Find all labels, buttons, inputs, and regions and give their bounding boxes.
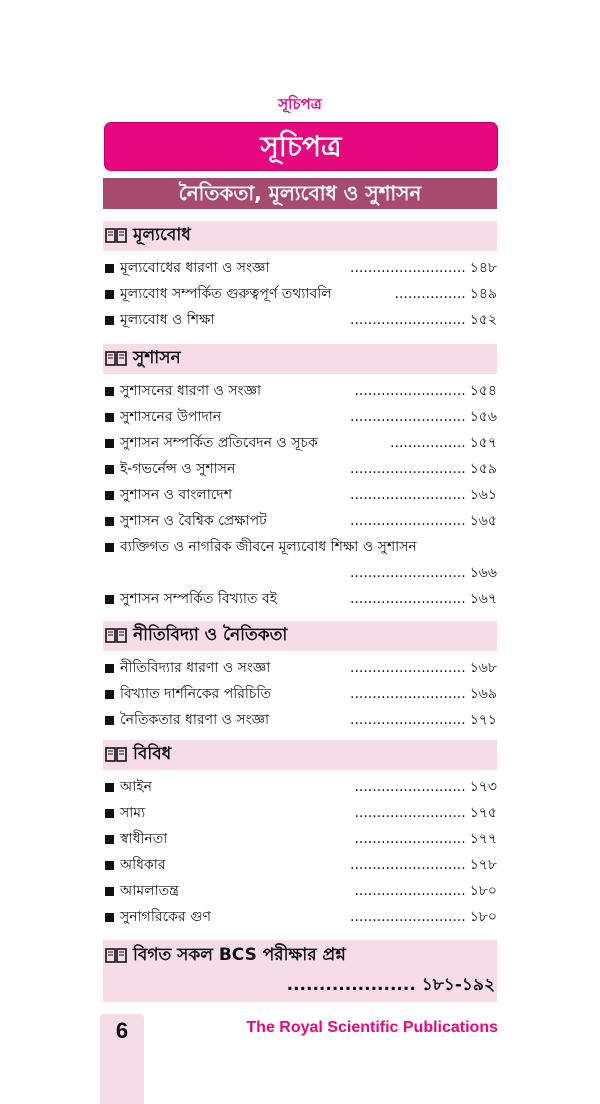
toc-entry[interactable]	[103, 378, 497, 404]
toc-entry[interactable]	[103, 307, 497, 333]
toc-entry[interactable]	[103, 430, 497, 456]
dot-leader: ..........................	[350, 909, 466, 925]
open-book-icon	[105, 228, 127, 244]
toc-entry[interactable]	[103, 681, 497, 707]
entry-label: সুশাসন সম্পর্কিত প্রতিবেদন ও সূচক	[120, 435, 318, 451]
dot-leader: .................	[390, 435, 466, 451]
dot-leader: .........................	[354, 831, 466, 847]
toc-entry[interactable]	[103, 655, 497, 681]
bullet-square-icon	[105, 517, 114, 526]
bullet-square-icon	[105, 439, 114, 448]
toc-entry[interactable]	[103, 774, 497, 800]
entry-label: সুনাগরিকের গুণ	[120, 909, 211, 925]
bullet-square-icon	[105, 387, 114, 396]
dot-leader: ..........................	[350, 260, 466, 276]
entry-page-number: ১৫৪	[469, 383, 497, 399]
entry-label: আমলাতন্ত্র	[120, 883, 179, 899]
section-heading[interactable]	[103, 344, 497, 374]
entry-label: ব্যক্তিগত ও নাগরিক জীবনে মূল্যবোধ শিক্ষা ও সুশাসন	[120, 539, 417, 555]
bullet-square-icon	[105, 835, 114, 844]
section-heading[interactable]	[103, 221, 497, 251]
dot-leader: ..........................	[350, 461, 466, 477]
toc-section	[103, 621, 497, 733]
section-heading[interactable]	[103, 621, 497, 651]
entry-page-number: ১৫৭	[469, 435, 497, 451]
entry-label: সুশাসন সম্পর্কিত বিখ্যাত বই	[120, 591, 278, 607]
entry-label: সুশাসনের ধারণা ও সংজ্ঞা	[120, 383, 262, 399]
entry-label: মূল্যবোধ ও শিক্ষা	[120, 312, 215, 328]
entry-page-number: ১৬৬	[469, 565, 497, 581]
contents-banner: সূচিপত্র	[105, 123, 497, 170]
section-title: নীতিবিদ্যা ও নৈতিকতা	[133, 625, 288, 645]
bullet-square-icon	[105, 264, 114, 273]
entry-page-number: ১৪৮	[469, 260, 497, 276]
open-book-icon	[105, 747, 127, 763]
entry-label: সুশাসন ও বৈশ্বিক প্রেক্ষাপট	[120, 513, 267, 529]
entry-page-number: ১৬৫	[469, 513, 497, 529]
bullet-square-icon	[105, 316, 114, 325]
dot-leader: ..........................	[349, 565, 466, 581]
page-number: 6	[115, 1018, 129, 1043]
entry-label: মূল্যবোধ সম্পর্কিত গুরুত্বপূর্ণ তথ্যাবলি	[120, 286, 332, 302]
bullet-square-icon	[105, 783, 114, 792]
entry-label: আইন	[120, 779, 152, 795]
toc-entry[interactable]	[103, 404, 497, 430]
entry-label: ই-গভর্নেন্স ও সুশাসন	[120, 461, 236, 477]
bullet-square-icon	[105, 716, 114, 725]
entry-page-number: ১৫২	[469, 312, 497, 328]
subject-title: নৈতিকতা, মূল্যবোধ ও সুশাসন	[103, 178, 497, 209]
toc-section	[103, 221, 497, 333]
toc-entry[interactable]	[103, 456, 497, 482]
dot-leader: ..........................	[350, 712, 466, 728]
toc-entry[interactable]	[103, 482, 497, 508]
bullet-square-icon	[105, 595, 114, 604]
toc-entry[interactable]	[103, 826, 497, 852]
section-title: সুশাসন	[133, 348, 181, 368]
bullet-square-icon	[105, 913, 114, 922]
dot-leader: ................	[394, 286, 466, 302]
entry-page-number: ১৭৭	[469, 831, 497, 847]
bullet-square-icon	[105, 290, 114, 299]
toc-entry[interactable]	[103, 534, 497, 560]
entry-page-number: ১৫৯	[469, 461, 497, 477]
open-book-icon	[105, 628, 127, 644]
toc-entry[interactable]	[103, 255, 497, 281]
entry-page-number: ১৪৯	[469, 286, 497, 302]
entry-page-number: ১৬৮	[469, 660, 497, 676]
bullet-square-icon	[105, 690, 114, 699]
entry-page-number: ১৬৭	[469, 591, 497, 607]
entry-page-number: ১৭৫	[469, 805, 497, 821]
bullet-square-icon	[105, 413, 114, 422]
toc-entry[interactable]	[103, 707, 497, 733]
bullet-square-icon	[105, 861, 114, 870]
dot-leader: ..........................	[349, 591, 466, 607]
entry-page-number: ১৮০	[469, 909, 497, 925]
toc-entry[interactable]	[103, 508, 497, 534]
publisher-name: The Royal Scientific Publications	[246, 1019, 498, 1036]
entry-page-number: ১৫৬	[469, 409, 497, 425]
entry-label: মূল্যবোধের ধারণা ও সংজ্ঞা	[120, 260, 270, 276]
bullet-square-icon	[105, 491, 114, 500]
bcs-title: বিগত সকল BCS পরীক্ষার প্রশ্ন	[133, 945, 346, 965]
bullet-square-icon	[105, 809, 114, 818]
section-title: বিবিধ	[133, 744, 172, 764]
entry-page-number: ১৭১	[469, 712, 497, 728]
dot-leader: ..........................	[350, 686, 466, 702]
open-book-icon	[105, 948, 127, 964]
bullet-square-icon	[105, 543, 114, 552]
header-small-title: সূচিপত্র	[278, 95, 322, 113]
entry-page-number: ১৮০	[469, 883, 497, 899]
toc-section	[103, 344, 497, 612]
dot-leader: .........................	[354, 883, 466, 899]
toc-entry[interactable]	[103, 586, 497, 612]
entry-page-number: ১৬৯	[469, 686, 497, 702]
section-title: মূল্যবোধ	[133, 225, 191, 245]
toc-entry[interactable]	[103, 800, 497, 826]
bcs-page-range: .................... ১৮১-১৯২	[286, 975, 495, 995]
dot-leader: ..........................	[350, 660, 466, 676]
entry-label: নৈতিকতার ধারণা ও সংজ্ঞা	[120, 712, 270, 728]
toc-section	[103, 740, 497, 930]
toc-entry[interactable]	[103, 904, 497, 930]
entry-label: স্বাধীনতা	[120, 831, 168, 847]
bullet-square-icon	[105, 887, 114, 896]
open-book-icon	[105, 351, 127, 367]
dot-leader: ..........................	[350, 312, 466, 328]
entry-page-number: ১৭৩	[469, 779, 497, 795]
bullet-square-icon	[105, 664, 114, 673]
toc-entry[interactable]	[103, 852, 497, 878]
dot-leader: ..........................	[350, 857, 466, 873]
entry-label: সাম্য	[120, 805, 146, 821]
entry-label: সুশাসনের উপাদান	[120, 409, 222, 425]
entry-page-number: ১৭৮	[469, 857, 497, 873]
toc-entry[interactable]	[103, 281, 497, 307]
toc-entry[interactable]	[103, 878, 497, 904]
toc-entry[interactable]	[103, 560, 497, 586]
entry-label: সুশাসন ও বাংলাদেশ	[120, 487, 233, 503]
entry-label: নীতিবিদ্যার ধারণা ও সংজ্ঞা	[120, 660, 271, 676]
dot-leader: ..........................	[350, 513, 466, 529]
dot-leader: .........................	[354, 383, 466, 399]
entry-label: অধিকার	[120, 857, 166, 873]
bcs-section[interactable]	[103, 940, 497, 1002]
dot-leader: ..........................	[350, 487, 466, 503]
entry-page-number: ১৬১	[469, 487, 497, 503]
dot-leader: ..........................	[350, 409, 466, 425]
entry-label: বিখ্যাত দার্শনিকের পরিচিতি	[120, 686, 271, 702]
dot-leader: .........................	[354, 779, 466, 795]
bullet-square-icon	[105, 465, 114, 474]
section-heading[interactable]	[103, 740, 497, 770]
dot-leader: .........................	[354, 805, 466, 821]
